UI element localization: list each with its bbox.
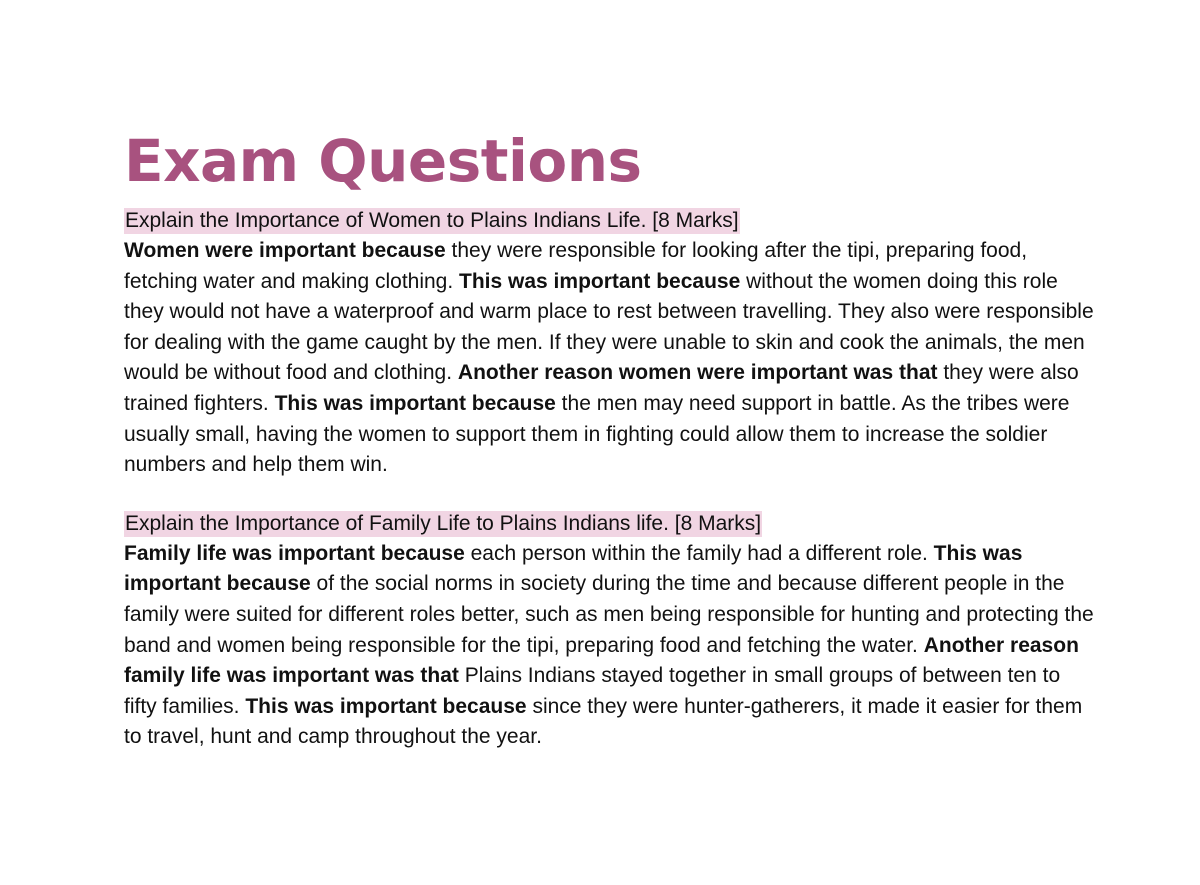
answer-bold-phrase: This was important because — [459, 269, 741, 293]
answer-text: they were also trained fighters. — [124, 361, 1079, 415]
answer-paragraph — [124, 539, 1094, 753]
answer-text: the men may need support in battle. As the tribes were usually small, having the women to support them in fighting could allow them to increase the soldier numbers and help them win. — [124, 391, 1070, 477]
answer-bold-phrase: Another reason women were important was that — [457, 361, 938, 385]
answer-text: each person within the family had a different role. — [464, 541, 934, 565]
document-page — [124, 128, 1094, 753]
answer-bold-phrase: Women were important because — [124, 239, 446, 262]
answer-bold-phrase: Family life was important because — [124, 541, 465, 565]
answer-text: since they were hunter-gatherers, it made it easier for them to travel, hunt and camp throughout the year. — [124, 694, 1083, 749]
question-heading: Explain the Importance of Women to Plains Indians Life. [8 Marks] — [125, 209, 739, 232]
answer-text: without the women doing this role they would not have a waterproof and warm place to rest between travelling. They also were responsible for dealing with the game caught by the men. If they were unable to skin and cook the animals, the men would be without food and clothing. — [124, 269, 1094, 385]
answer-paragraph — [124, 236, 1094, 481]
question-section-women — [124, 208, 1094, 481]
question-section-family — [124, 511, 1094, 753]
answer-bold-phrase: This was important because — [245, 694, 527, 718]
answer-text: Plains Indians stayed together in small groups of between ten to fifty families. — [124, 664, 1061, 718]
page-title: Exam Questions — [124, 127, 642, 195]
question-heading: Explain the Importance of Family Life to Plains Indians life. [8 Marks] — [125, 511, 762, 535]
answer-bold-phrase: Another reason family life was important was that — [124, 633, 1079, 688]
answer-text: they were responsible for looking after the tipi, preparing food, fetching water and making clothing. — [124, 239, 1028, 293]
answer-text: of the social norms in society during the time and because different people in the family were suited for different roles better, such as men being responsible for hunting and protecting the band and women being responsible for the tipi, preparing food and fetching the water. — [124, 572, 1094, 657]
answer-bold-phrase: This was important because — [274, 391, 556, 415]
answer-bold-phrase: This was important because — [124, 541, 1023, 596]
